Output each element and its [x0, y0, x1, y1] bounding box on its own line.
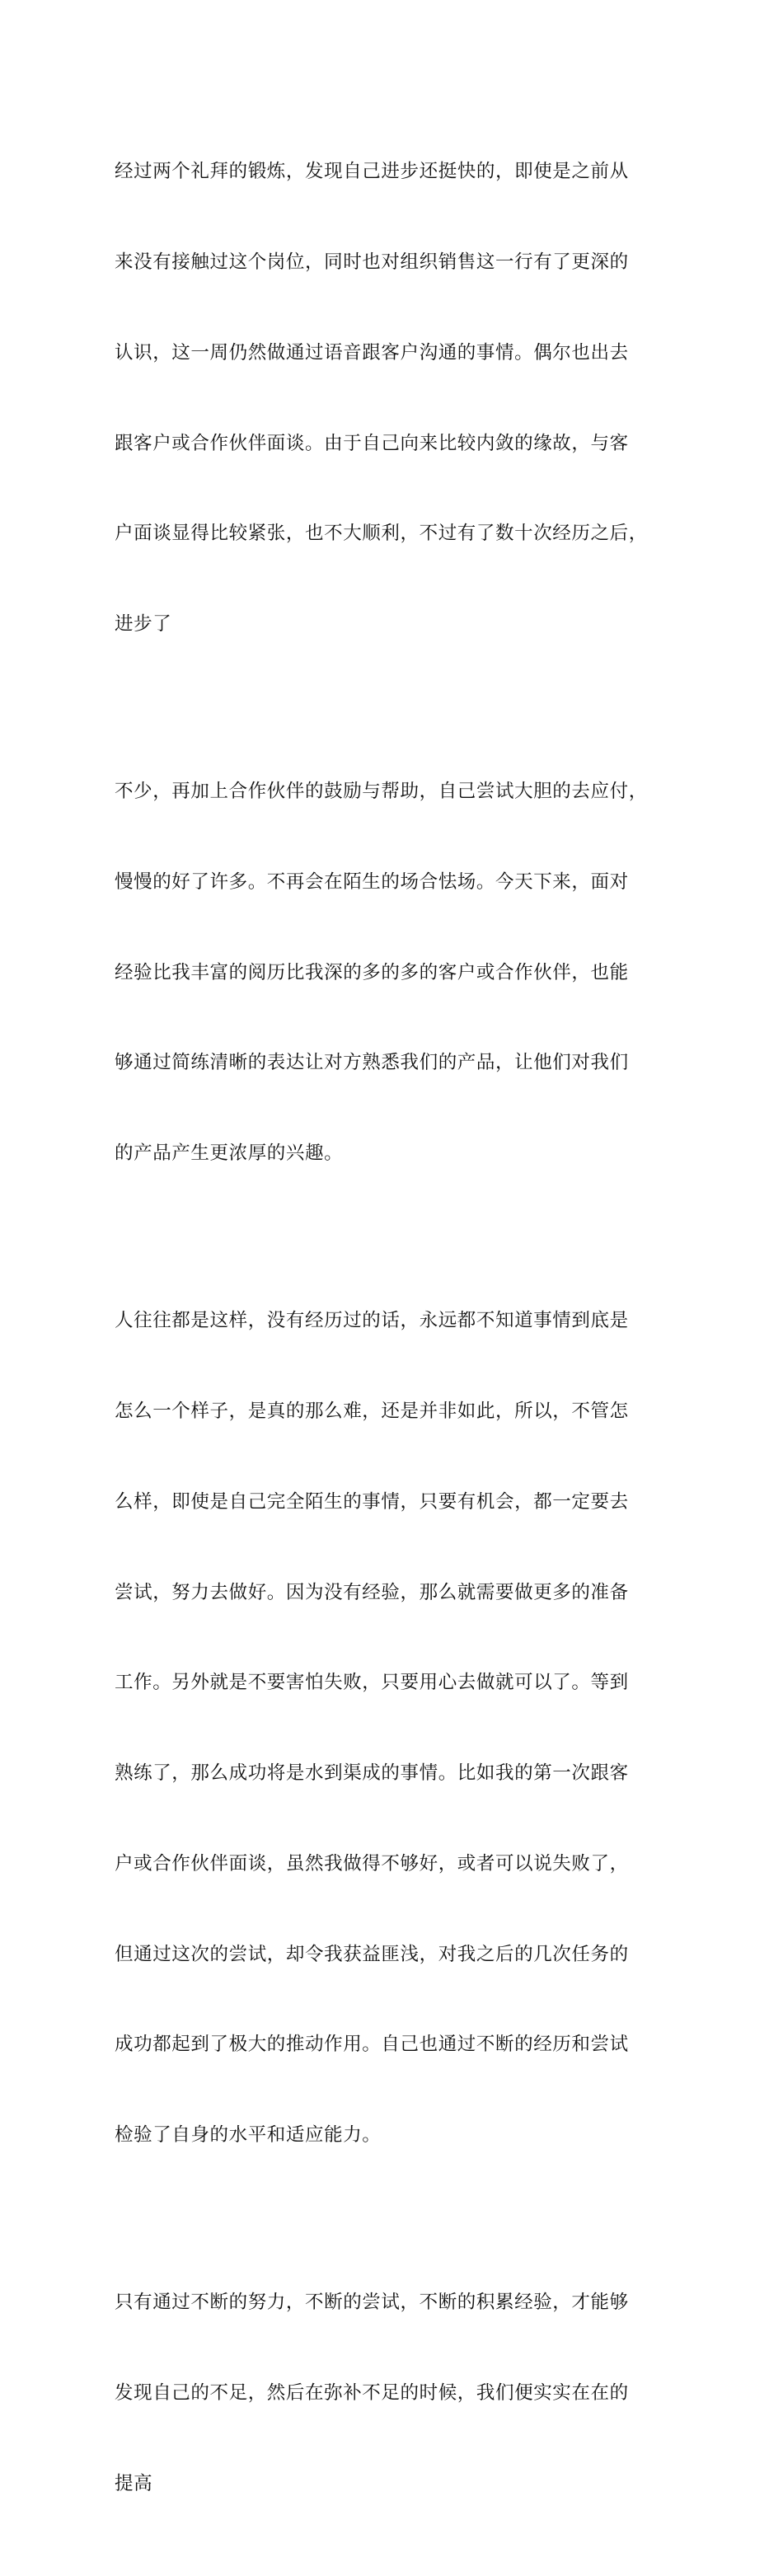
- paragraph-line: 够通过简练清晰的表达让对方熟悉我们的产品，让他们对我们: [115, 1052, 629, 1074]
- paragraph-4: [115, 2227, 675, 2560]
- paragraph-line: 户面谈显得比较紧张，也不大顺利，不过有了数十次经历之后，: [115, 523, 648, 545]
- paragraph-line: 只有通过不断的努力，不断的尝试，不断的积累经验，才能够: [115, 2292, 629, 2314]
- paragraph-line: 尝试，努力去做好。因为没有经验，那么就需要做更多的准备: [115, 1581, 629, 1603]
- paragraph-line: 户或合作伙伴面谈，虽然我做得不够好，或者可以说失败了，: [115, 1852, 629, 1875]
- paragraph-line: 成功都起到了极大的推动作用。自己也通过不断的经历和尝试: [115, 2034, 629, 2056]
- paragraph-line: 经过两个礼拜的锻炼，发现自己进步还挺快的，即使是之前从: [115, 161, 629, 183]
- paragraph-line: 跟客户或合作伙伴面谈。由于自己向来比较内敛的缘故，与客: [115, 432, 629, 454]
- paragraph-line: 进步了: [115, 613, 172, 636]
- paragraph-1: [115, 96, 675, 700]
- paragraph-2: [115, 716, 675, 1229]
- paragraph-line: 发现自己的不足，然后在弥补不足的时候，我们便实实在在的: [115, 2381, 629, 2404]
- paragraph-line: 来没有接触过这个岗位，同时也对组织销售这一行有了更深的: [115, 251, 629, 273]
- paragraph-line: 怎么一个样子，是真的那么难，还是并非如此，所以，不管怎: [115, 1400, 629, 1422]
- paragraph-line: 的产品产生更浓厚的兴趣。: [115, 1143, 344, 1165]
- paragraph-line: 工作。另外就是不要害怕失败，只要用心去做就可以了。等到: [115, 1672, 629, 1694]
- paragraph-line: 不少，再加上合作伙伴的鼓励与帮助，自己尝试大胆的去应付，: [115, 781, 648, 803]
- paragraph-3: [115, 1246, 675, 2211]
- paragraph-line: 检验了自身的水平和适应能力。: [115, 2124, 382, 2147]
- paragraph-line: 么样，即使是自己完全陌生的事情，只要有机会，都一定要去: [115, 1490, 629, 1513]
- paragraph-line: 熟练了，那么成功将是水到渠成的事情。比如我的第一次跟客: [115, 1762, 629, 1785]
- document-body: [115, 96, 675, 2576]
- paragraph-line: 经验比我丰富的阅历比我深的多的多的客户或合作伙伴，也能: [115, 961, 629, 983]
- paragraph-line: 人往往都是这样，没有经历过的话，永远都不知道事情到底是: [115, 1310, 629, 1332]
- paragraph-line: 提高: [115, 2472, 153, 2494]
- paragraph-line: 认识，这一周仍然做通过语音跟客户沟通的事情。偶尔也出去: [115, 341, 629, 364]
- paragraph-line: 但通过这次的尝试，却令我获益匪浅，对我之后的几次任务的: [115, 1943, 629, 1965]
- paragraph-line: 慢慢的好了许多。不再会在陌生的场合怯场。今天下来，面对: [115, 870, 629, 893]
